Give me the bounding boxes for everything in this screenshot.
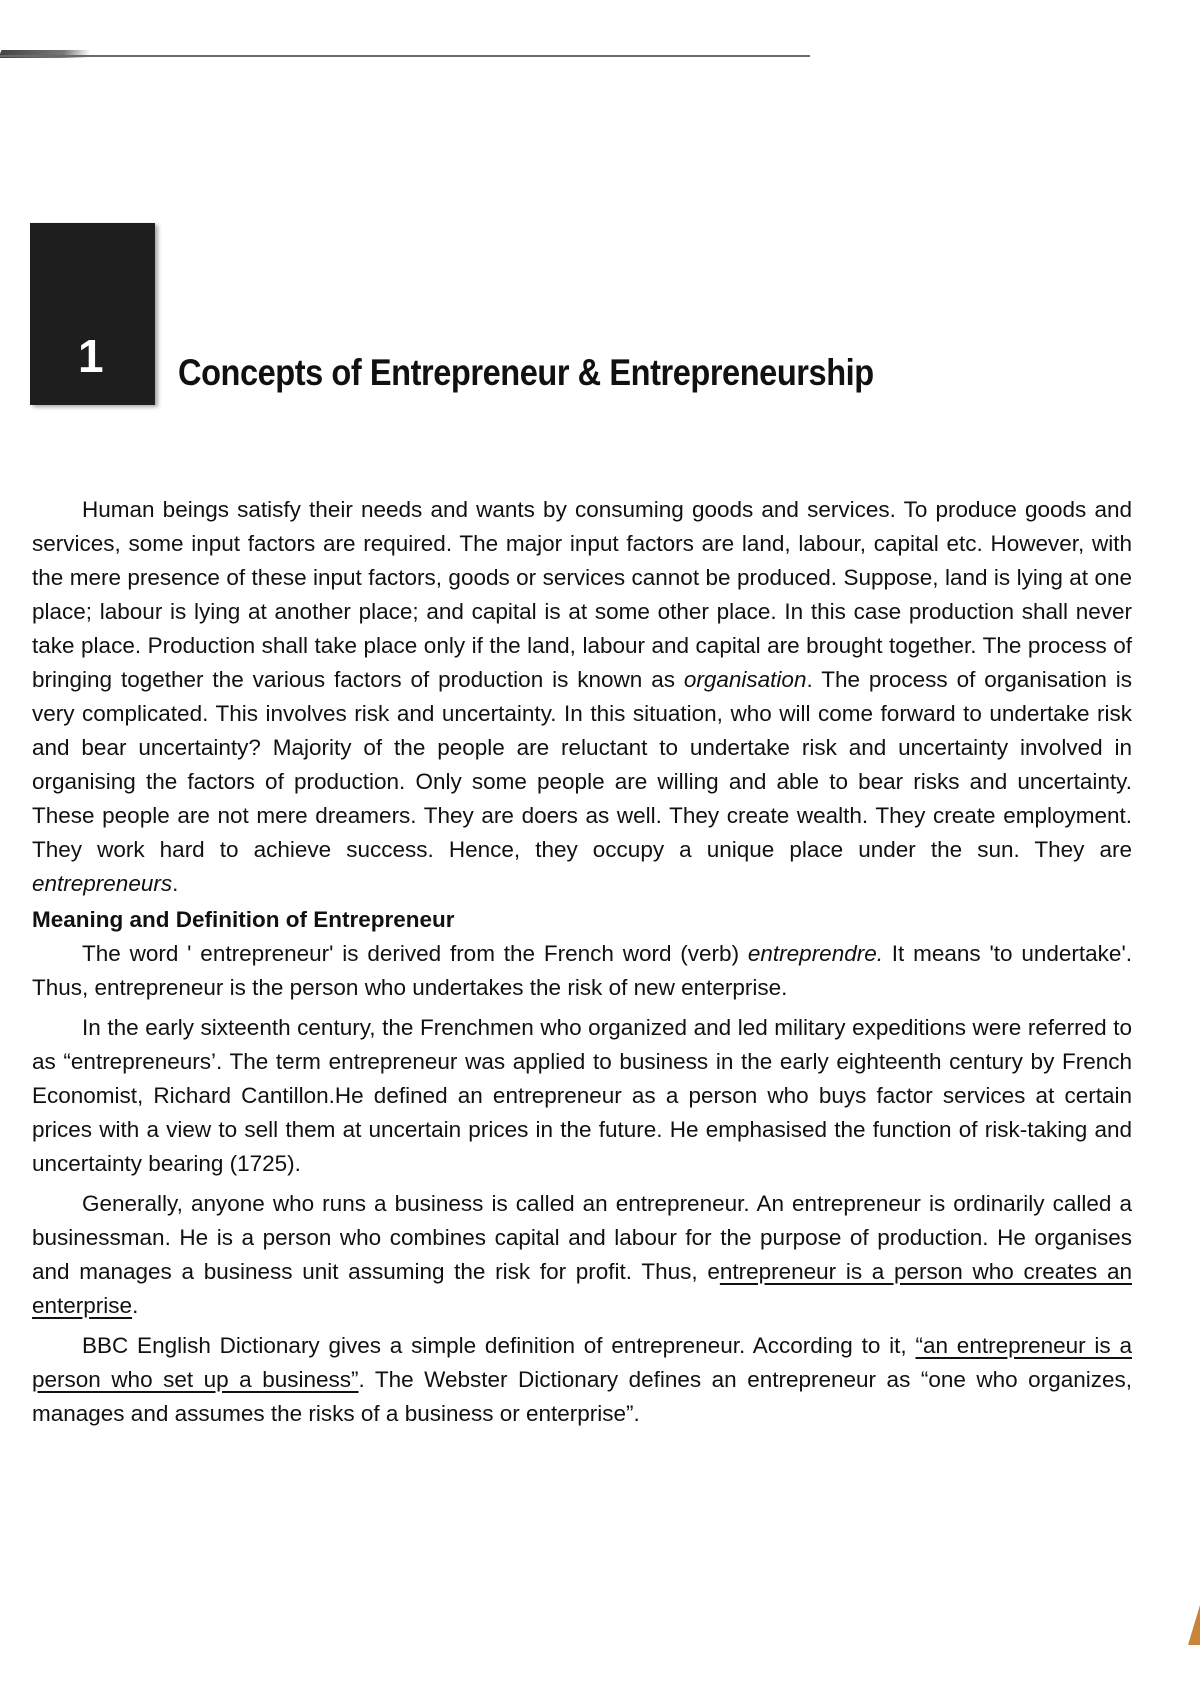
chapter-number-box — [30, 223, 155, 405]
top-rule — [0, 55, 810, 57]
history-paragraph: In the early sixteenth century, the Frenchmen who organized and led military expeditions were referred to as “entrepreneurs’. The term entrepreneur was applied to business in the early eighteenth century by French Economist, Richard Cantillon.He defined an entrepreneur as a person who buys factor services at certain prices with a view to sell them at uncertain prices in the future. He emphasised the function of risk-taking and uncertainty bearing (1725). — [32, 1015, 1132, 1176]
intro-term-entrepreneurs: entrepreneurs — [32, 871, 173, 896]
section-heading: Meaning and Definition of Entrepreneur — [32, 907, 455, 932]
word-origin-paragraph — [32, 937, 1132, 1005]
corner-mark — [1188, 1605, 1200, 1645]
general-text-2: . — [132, 1293, 139, 1318]
word-text-2: It means 'to undertake'. Thus, entrepreneur is the person who undertakes the risk of new enterprise. — [32, 941, 1132, 1000]
general-text-1: Generally, anyone who runs a business is called an entrepreneur. An entrepreneur is ordinarily called a businessman. He is a person who combines capital and labour for the purpose of production. He organises and manages a business unit assuming the risk for profit. Thus, e — [32, 1191, 1132, 1284]
word-term-entreprendre: entreprendre. — [747, 941, 883, 966]
general-underlined: ntrepreneur is a person who creates an enterprise — [32, 1259, 1132, 1318]
intro-text-2: . The process of organisation is very complicated. This involves risk and uncertainty. In this situation, who will come forward to undertake risk and bear uncertainty? Majority of the people are reluctant to undertake risk and uncertainty involved in organising the factors of production. Only some people are willing and able to bear risks and uncertainty. These people are not mere dreamers. They are doers as well. They create wealth. They create employment. They work hard to achieve success. Hence, they occupy a unique place under the sun. They are — [32, 667, 1132, 862]
word-text-1: The word ' entrepreneur' is derived from the French word (verb) — [82, 941, 748, 966]
bbc-text-2: . The Webster Dictionary defines an entrepreneur as “one who organizes, manages and assumes the risks of a business or enterprise”. — [32, 1367, 1132, 1426]
bbc-underlined-definition: “an entrepreneur is a person who set up a business” — [32, 1333, 1132, 1392]
body-text — [32, 493, 1132, 1431]
bbc-paragraph — [32, 1329, 1132, 1431]
bbc-text-1: BBC English Dictionary gives a simple definition of entrepreneur. According to it, — [82, 1333, 916, 1358]
general-paragraph — [32, 1187, 1132, 1323]
chapter-title: Concepts of Entrepreneur & Entrepreneurship — [178, 352, 874, 393]
intro-text-1: Human beings satisfy their needs and wants by consuming goods and services. To produce goods and services, some input factors are required. The major input factors are land, labour, capital etc. However, with the mere presence of these input factors, goods or services cannot be produced. Suppose, land is lying at one place; labour is lying at another place; and capital is at some other place. In this case production shall never take place. Production shall take place only if the land, labour and capital are brought together. The process of bringing together the various factors of production is known as — [32, 497, 1132, 692]
chapter-number: 1 — [78, 330, 104, 382]
intro-text-3: . — [172, 871, 179, 896]
intro-paragraph — [32, 493, 1132, 901]
intro-term-organisation: organisation — [683, 667, 807, 692]
